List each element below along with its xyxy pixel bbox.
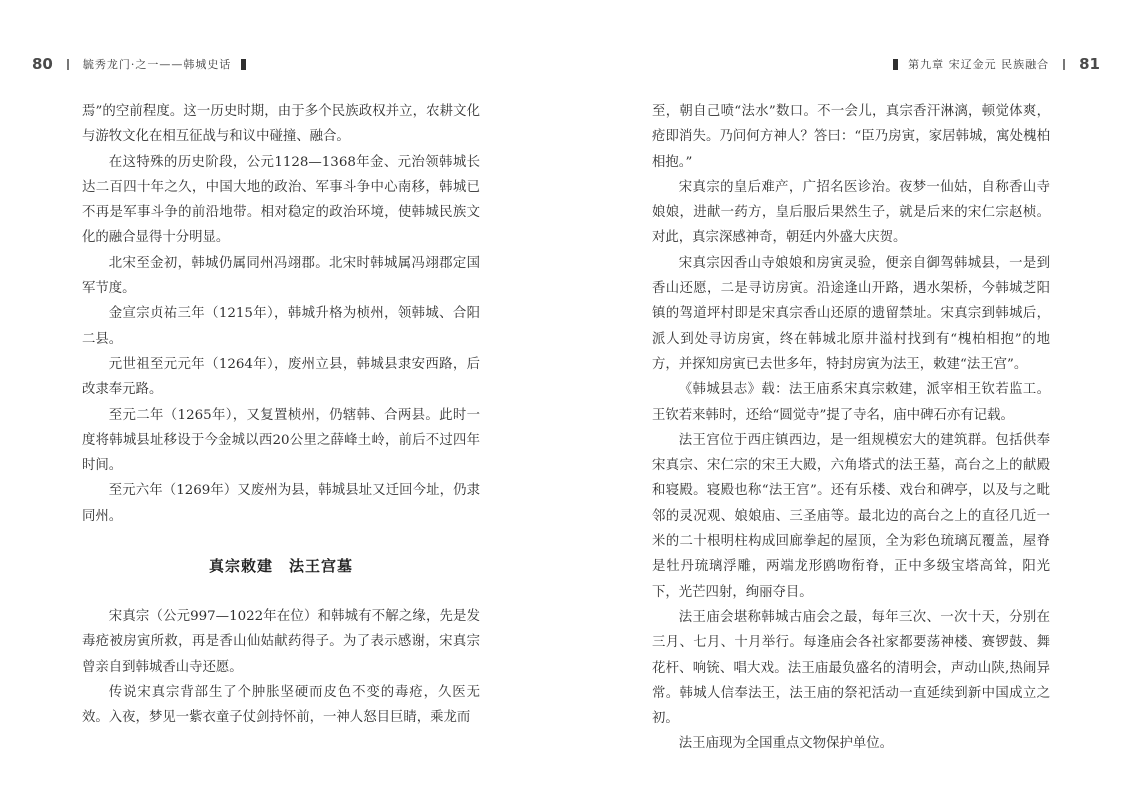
header-divider [1063,59,1065,70]
left-paragraphs-after [82,604,480,730]
section-title: 真宗敕建 法王宫墓 [208,557,353,576]
paragraph: 北宋至金初，韩城仍属同州冯翊郡。北宋时韩城属冯翊郡定国军节度。 [82,255,480,297]
paragraph: 宋真宗（公元997—1022年在位）和韩城有不解之缘，先是发毒疮被房寅所救，再是香山仙姑献药得子。为了表示感谢，宋真宗曾亲自到韩城香山寺还愿。 [82,609,480,675]
right-page [566,0,1132,799]
left-paragraphs-before [82,99,480,529]
header-block-mark [241,59,246,70]
right-page-body [652,99,1050,757]
right-paragraphs [652,99,1050,757]
paragraph: 法王庙会堪称韩城古庙会之最，每年三次、一次十天，分别在三月、七月、十月举行。每逢庙会各社家都要荡神楼、赛锣鼓、舞花杆、响铳、唱大戏。法王庙最负盛名的清明会，声动山陕,热闹异常。韩城人信奉法王，法王庙的祭祀活动一直延续到新中国成立之初。 [652,609,1050,727]
header-divider [67,59,69,70]
right-page-header [883,52,1100,76]
paragraph: 《韩城县志》载：法王庙系宋真宗敕建，派宰相王钦若监工。王钦若来韩时，还给“圆觉寺”提了寺名，庙中碑石亦有记载。 [652,382,1050,423]
left-page-body [82,99,480,731]
right-running-title: 第九章 宋辽金元 民族融合 [908,58,1050,71]
paragraph: 宋真宗因香山寺娘娘和房寅灵验，便亲自御驾韩城县，一是到香山还愿，二是寻访房寅。沿途逢山开路，遇水架桥，今韩城芝阳镇的驾道坪村即是宋真宗香山还原的遗留禁址。宋真宗到韩城后，派人到处寻访房寅，终在韩城北原井溢村找到有“槐柏相抱”的地方，并探知房寅已去世多年，特封房寅为法王，敕建“法王宫”。 [652,255,1050,372]
paragraph: 元世祖至元元年（1264年），废州立县，韩城县隶安西路，后改隶奉元路。 [82,356,480,398]
paragraph: 法王宫位于西庄镇西边，是一组规模宏大的建筑群。包括供奉宋真宗、宋仁宗的宋王大殿，六角塔式的法王墓，高台之上的献殿和寝殿。寝殿也称“法王宫”。还有乐楼、戏台和碑亭，以及与之毗邻的灵况观、娘娘庙、三圣庙等。最北边的高台之上的直径几近一米的二十根明柱构成回廊拳起的屋顶，全为彩色琉璃瓦覆盖，屋脊是牡丹琉璃浮雕，两端龙形鸥吻衔脊，正中多级宝塔高耸，阳光下，光芒四射，绚丽夺目。 [652,432,1050,600]
paragraph: 在这特殊的历史阶段，公元1128—1368年金、元治领韩城长达二百四十年之久，中国大地的政治、军事斗争中心南移，韩城已不再是军事斗争的前沿地带。相对稳定的政治环境，使韩城民族文化的融合显得十分明显。 [82,154,480,246]
paragraph: 传说宋真宗背部生了个肿胀坚硬而皮色不变的毒疮，久医无效。入夜，梦见一紫衣童子仗剑持怀前，一神人怒目巨睛，乘龙而 [82,684,480,726]
left-page-header [32,52,256,76]
left-running-title: 毓秀龙门·之一——韩城史话 [82,58,232,71]
paragraph: 至，朝自己喷“法水”数口。不一会儿，真宗香汗淋漓，顿觉体爽，疮即消失。乃问何方神人？答曰：“臣乃房寅，家居韩城，寓处槐柏相抱。” [652,104,1050,170]
paragraph: 法王庙现为全国重点文物保护单位。 [678,736,894,752]
paragraph: 焉”的空前程度。这一历史时期，由于多个民族政权并立，农耕文化与游牧文化在相互征战与和议中碰撞、融合。 [82,104,480,145]
paragraph: 至元六年（1269年）又废州为县，韩城县址又迁回今址，仍隶同州。 [82,483,480,524]
paragraph: 至元二年（1265年），又复置桢州，仍辖韩、合两县。此时一度将韩城县址移设于今金城以西20公里之薛峰土岭，前后不过四年时间。 [82,407,480,474]
left-page-number: 80 [32,55,53,73]
paragraph: 金宣宗贞祐三年（1215年），韩城升格为桢州，领韩城、合阳二县。 [82,306,480,347]
right-page-number: 81 [1079,55,1100,73]
header-block-mark [893,59,898,70]
paragraph: 宋真宗的皇后难产，广招名医诊治。夜梦一仙姑，自称香山寺娘娘，进献一药方，皇后服后果然生子，就是后来的宋仁宗赵桢。对此，真宗深感神奇，朝廷内外盛大庆贺。 [652,179,1050,246]
